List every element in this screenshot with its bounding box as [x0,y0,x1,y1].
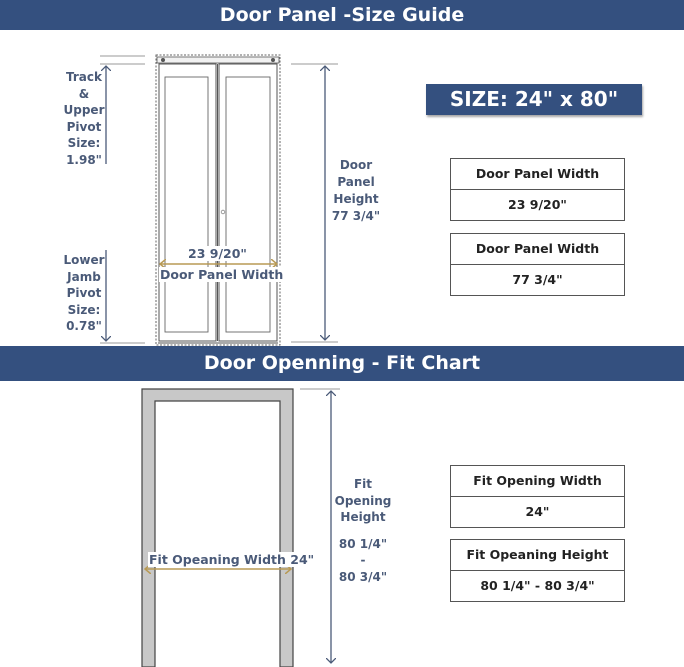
table-value: 23 9/20" [451,189,624,220]
lower-jamb-label: Lower Jamb Pivot Size: 0.78" [63,253,105,333]
table-value: 77 3/4" [451,264,624,295]
panel-section-title: Door Panel -Size Guide [0,0,684,30]
opening-width-table [450,465,625,528]
panel-width-value: 23 9/20" [188,246,247,261]
opening-section-title: Door Openning - Fit Chart [0,346,684,381]
table-value: 24" [451,496,624,527]
table-value: 80 1/4" - 80 3/4" [451,570,624,601]
panel-width-caption: Door Panel Width [160,267,284,282]
panel-height-label: Door Panel Height 77 3/4" [331,158,381,223]
track-size-label: Track & Upper Pivot Size: 1.98" [63,70,105,167]
opening-width-caption: Fit Opeaning Width 24" [149,552,315,567]
table-header: Fit Opeaning Height [466,547,609,562]
door-opening-frame [142,389,293,667]
table-header: Door Panel Width [475,241,600,256]
opening-height-label: Fit Opening Height 80 1/4" - 80 3/4" [334,477,392,584]
door-panel [156,55,280,345]
size-badge: SIZE: 24" x 80" [426,84,642,115]
panel-width-table [450,158,625,221]
panel-height-table [450,233,625,296]
table-header: Door Panel Width [475,166,600,181]
table-header: Fit Opening Width [473,473,602,488]
opening-height-table [450,539,625,602]
